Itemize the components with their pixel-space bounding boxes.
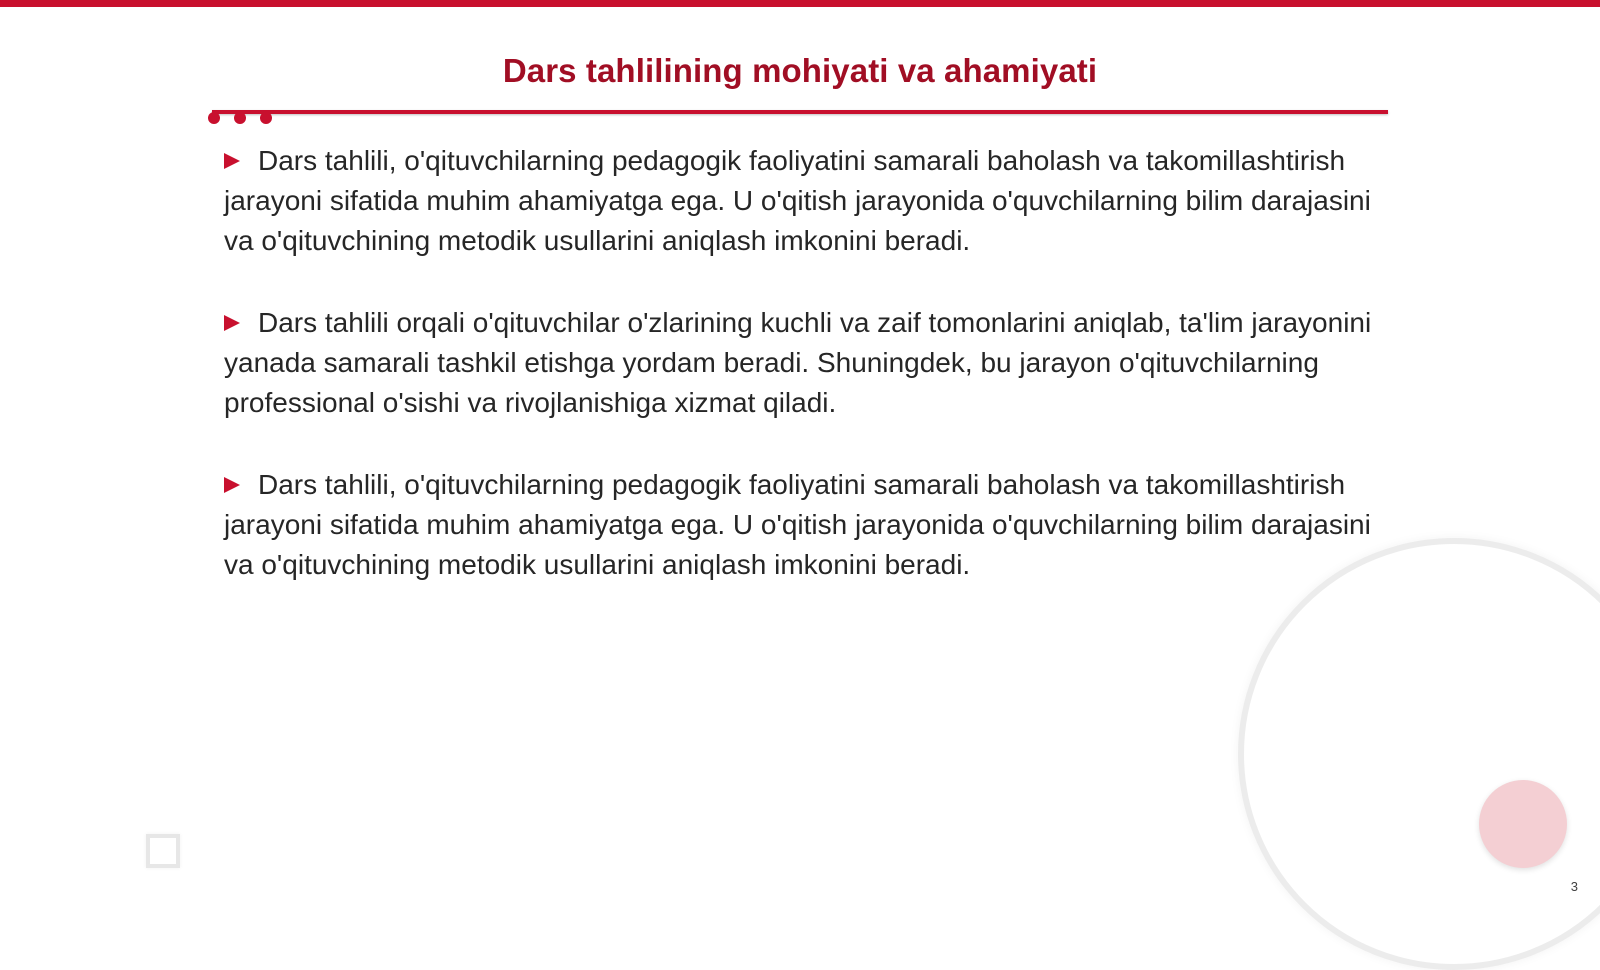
- bullet-item: [224, 141, 1374, 261]
- bullet-text: Dars tahlili orqali o'qituvchilar o'zlarining kuchli va zaif tomonlarini aniqlab, ta'lim jarayonini yanada samarali tashkil etishga yordam beradi. Shuningdek, bu jarayon o'qituvchilarning professional o'sishi va rivojlanishiga xizmat qiladi.: [224, 307, 1372, 418]
- bullet-text: Dars tahlili, o'qituvchilarning pedagogik faoliyatini samarali baholash va takomillashtirish jarayoni sifatida muhim ahamiyatga ega. U o'qitish jarayonida o'quvchilarning bilim darajasini va o'qituvchining metodik usullarini aniqlash imkonini beradi.: [224, 469, 1371, 580]
- decorative-dot-icon: [208, 112, 220, 124]
- decorative-pink-circle: [1479, 780, 1567, 868]
- triangle-right-icon: [224, 315, 240, 331]
- slide-title: Dars tahlilining mohiyati va ahamiyati: [502, 52, 1098, 89]
- page-number: 3: [1570, 879, 1578, 894]
- bullet-item: [224, 465, 1374, 585]
- triangle-right-icon: [224, 477, 240, 493]
- bullet-text: Dars tahlili, o'qituvchilarning pedagogik faoliyatini samarali baholash va takomillashtirish jarayoni sifatida muhim ahamiyatga ega. U o'qitish jarayonida o'quvchilarning bilim darajasini va o'qituvchining metodik usullarini aniqlash imkonini beradi.: [224, 145, 1371, 256]
- bullet-list: [224, 141, 1374, 627]
- top-accent-bar: [0, 0, 1600, 7]
- decorative-square: [146, 834, 180, 868]
- triangle-right-icon: [224, 153, 240, 169]
- title-underline: [212, 110, 1388, 114]
- decorative-dot-icon: [234, 112, 246, 124]
- bullet-item: [224, 303, 1374, 423]
- decorative-dot-icon: [260, 112, 272, 124]
